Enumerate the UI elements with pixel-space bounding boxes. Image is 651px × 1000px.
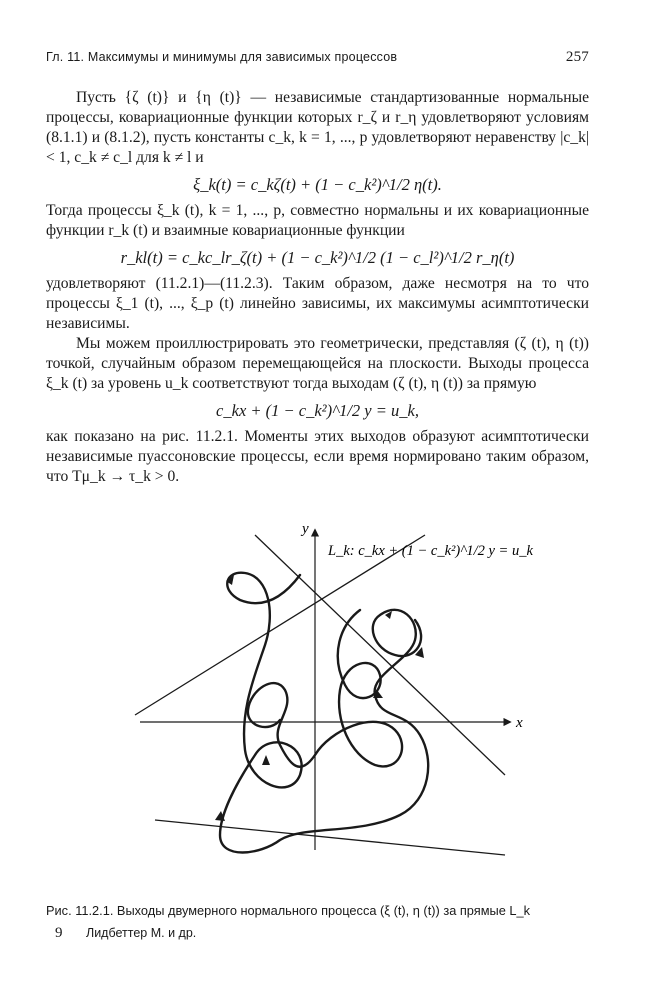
boundary-line-3 <box>155 820 505 855</box>
paragraph-1: Пусть {ζ (t)} и {η (t)} — независимые стандартизованные нормальные процессы, ковариационные функции которых r_ζ и r_η удовлетворяют условиям (8.1.1) и (8.1.2), пусть константы c_k, k = 1, ..., p удовлетворяют неравенству |c_k| < 1, c_k ≠ c_l для k ≠ l и <box>46 89 589 166</box>
y-axis-label: y <box>302 521 309 537</box>
equation-line: c_kx + (1 − c_k²)^1/2 y = u_k, <box>216 401 419 420</box>
main-text <box>46 88 589 487</box>
publisher-note: Лидбеттер М. и др. <box>85 926 197 940</box>
direction-arrow-4 <box>262 755 270 765</box>
page-footer <box>55 925 196 942</box>
paragraph-4: Мы можем проиллюстрировать это геометрически, представляя (ζ (t), η (t)) точкой, случайным образом перемещающейся на плоскости. Выходы процесса ξ_k (t) за уровень u_k соответствуют тогда выходам (ζ (t), η (t)) за прямую <box>46 335 589 392</box>
signature-mark: 9 <box>55 925 63 941</box>
running-title: Гл. 11. Максимумы и минимумы для зависимых процессов <box>46 50 398 64</box>
page-number: 257 <box>565 49 589 65</box>
line-label: L_k: c_kx + (1 − c_k²)^1/2 y = u_k <box>328 543 533 559</box>
figure-drawing <box>130 515 550 860</box>
paragraph-3: удовлетворяют (11.2.1)—(11.2.3). Таким образом, даже несмотря на то что процессы ξ_1 (t), ..., ξ_p (t) линейно зависимы, их максимумы асимптотически независимы. <box>46 275 589 332</box>
equation-cross-covariance: r_kl(t) = c_kc_lr_ζ(t) + (1 − c_k²)^1/2 (1 − c_l²)^1/2 r_η(t) <box>120 248 515 267</box>
x-axis-label: x <box>516 715 523 731</box>
boundary-line-2 <box>255 535 505 775</box>
boundary-line-1 <box>135 535 425 715</box>
equation-xi: ξ_k(t) = c_kζ(t) + (1 − c_k²)^1/2 η(t). <box>193 175 442 194</box>
figure-11-2-1 <box>130 515 550 860</box>
figure-caption: Рис. 11.2.1. Выходы двумерного нормального процесса (ξ (t), η (t)) за прямые L_k <box>46 903 530 918</box>
paragraph-2: Тогда процессы ξ_k (t), k = 1, ..., p, совместно нормальны и их ковариационные функции r_k (t) и взаимные ковариационные функции <box>46 202 589 239</box>
page-header <box>46 50 589 64</box>
trajectory <box>220 573 428 853</box>
paragraph-5: как показано на рис. 11.2.1. Моменты этих выходов образуют асимптотически независимые пуассоновские процессы, если время нормировано таким образом, что Tμ_k → τ_k > 0. <box>46 428 589 485</box>
